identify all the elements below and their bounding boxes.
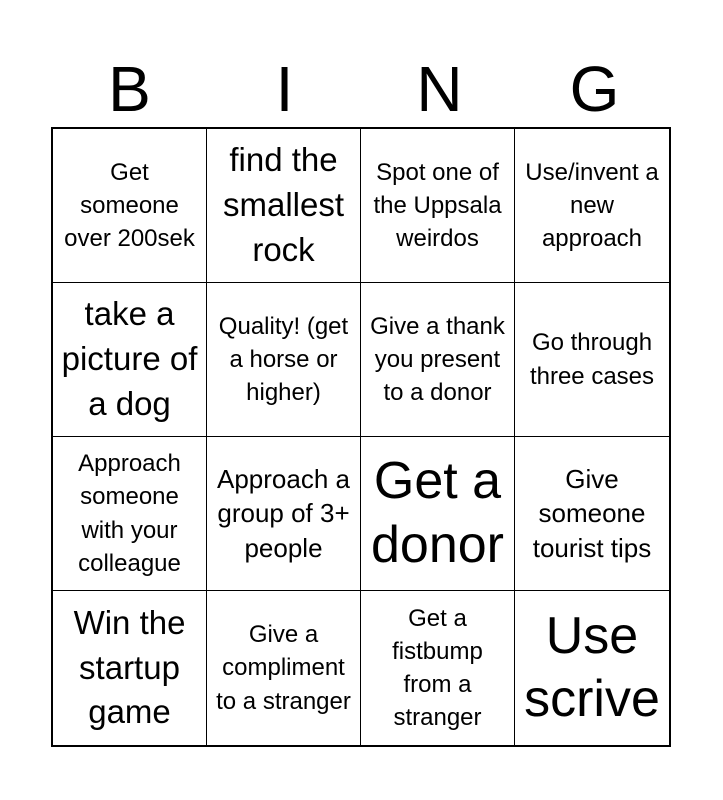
header-letter-g: G	[569, 53, 620, 125]
bingo-cell-text: take a picture of a dog	[61, 295, 198, 422]
bingo-cell-text: find the smallest rock	[222, 141, 345, 268]
bingo-grid	[51, 127, 671, 747]
bingo-cell-text: Win the startup game	[73, 603, 186, 731]
bingo-cell[interactable]	[361, 591, 515, 745]
bingo-cell-text: Spot one of the Uppsala weirdos	[373, 158, 502, 253]
bingo-cell[interactable]	[361, 437, 515, 591]
bingo-cell[interactable]	[515, 591, 669, 745]
header-letter-b: B	[108, 53, 151, 125]
bingo-cell[interactable]	[53, 591, 207, 745]
bingo-cell[interactable]	[207, 437, 361, 591]
bingo-cell[interactable]	[207, 591, 361, 745]
bingo-cell[interactable]	[361, 129, 515, 283]
bingo-cell-text: Give someone tourist tips	[532, 463, 652, 563]
bingo-cell[interactable]	[53, 129, 207, 283]
bingo-cell-text: Get a fistbump from a stranger	[392, 604, 483, 732]
bingo-cell-text: Quality! (get a horse or higher)	[218, 312, 349, 407]
header-letter-i: I	[275, 53, 294, 125]
bingo-cell[interactable]	[207, 283, 361, 437]
header-letter-n: N	[416, 53, 463, 125]
bingo-cell-text: Approach a group of 3+ people	[217, 463, 350, 563]
bingo-cell-text: Use scrive	[524, 606, 660, 728]
bingo-cell[interactable]	[361, 283, 515, 437]
bingo-cell[interactable]	[515, 129, 669, 283]
bingo-header	[52, 50, 672, 128]
bingo-cell[interactable]	[207, 129, 361, 283]
bingo-cell-text: Go through three cases	[529, 329, 655, 390]
bingo-cell-text: Get a donor	[371, 452, 504, 574]
bingo-cell-text: Give a compliment to a stranger	[216, 621, 351, 715]
bingo-cell[interactable]	[53, 437, 207, 591]
bingo-cell[interactable]	[515, 283, 669, 437]
bingo-cell-text: Get someone over 200sek	[64, 158, 195, 253]
bingo-cell[interactable]	[515, 437, 669, 591]
bingo-cell-text: Give a thank you present to a donor	[370, 312, 505, 407]
bingo-cell-text: Approach someone with your colleague	[78, 450, 181, 577]
bingo-cell[interactable]	[53, 283, 207, 437]
bingo-cell-text: Use/invent a new approach	[525, 158, 659, 253]
